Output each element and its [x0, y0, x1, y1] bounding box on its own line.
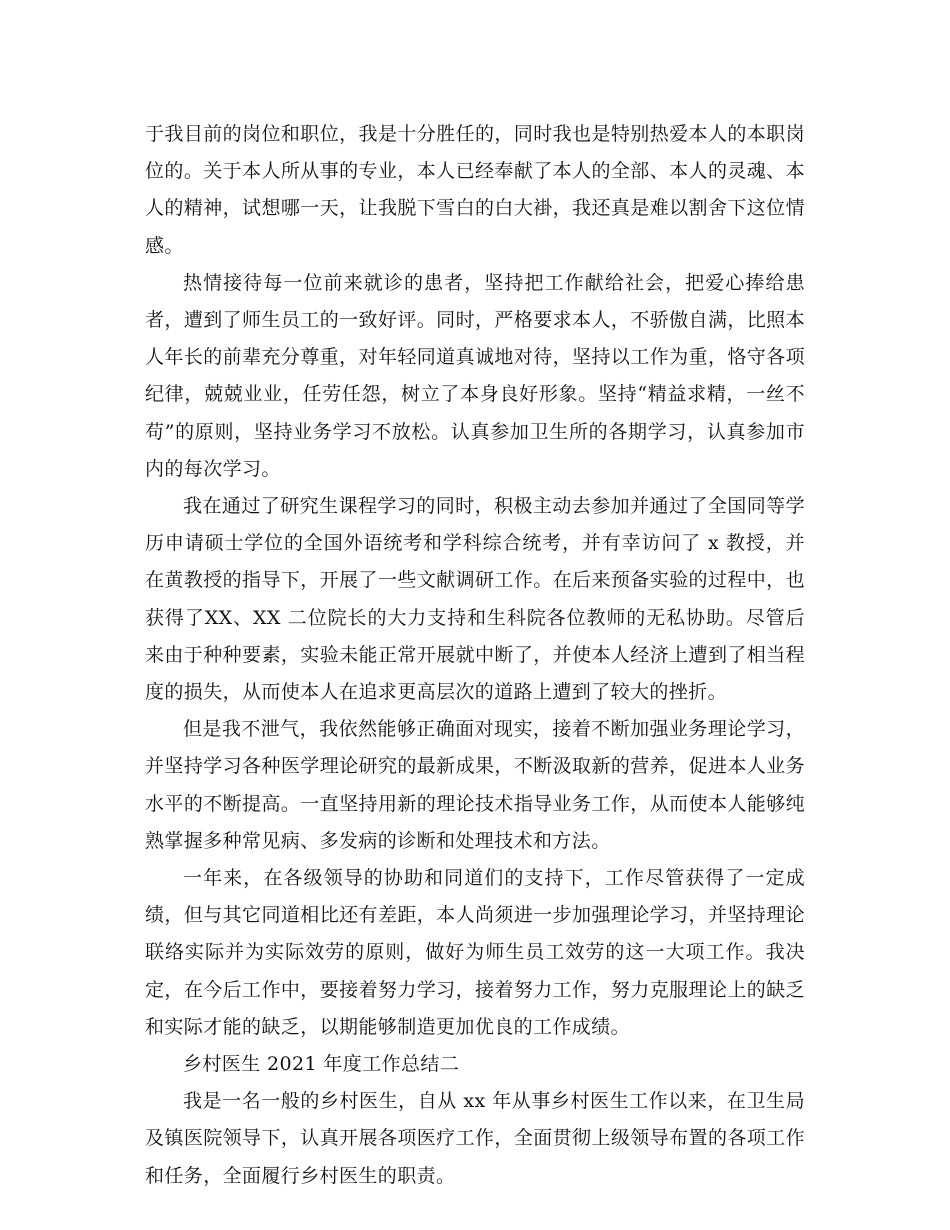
section-heading: 乡村医生 2021 年度工作总结二	[183, 1053, 460, 1076]
document-body	[145, 116, 805, 1195]
paragraph-3: 我在通过了研究生课程学习的同时，积极主动去参加并通过了全国同等学历申请硕士学位的全国外语统考和学科综合统考，并有幸访问了 x 教授，并在黄教授的指导下，开展了一些文献调研工作。在后来预备实验的过程中，也获得了XX、XX 二位院长的大力支持和生科院各位教师的无私协助。尽管后来由于种种要素，实验未能正常开展就中断了，并使本人经济上遭到了相当程度的损失，从而使本人在追求更高层次的道路上遭到了较大的挫折。	[145, 495, 805, 704]
paragraph-4: 但是我不泄气，我依然能够正确面对现实，接着不断加强业务理论学习，并坚持学习各种医学理论研究的最新成果，不断汲取新的营养，促进本人业务水平的不断提高。一直坚持用新的理论技术指导业务工作，从而使本人能够纯熟掌握多种常见病、多发病的诊断和处理技术和方法。	[145, 718, 805, 852]
paragraph-2: 热情接待每一位前来就诊的患者，坚持把工作献给社会，把爱心捧给患者，遭到了师生员工的一致好评。同时，严格要求本人，不骄傲自满，比照本人年长的前辈充分尊重，对年轻同道真诚地对待，坚持以工作为重，恪守各项纪律，兢兢业业，任劳任怨，树立了本身良好形象。坚持“精益求精，一丝不苟”的原则，坚持业务学习不放松。认真参加卫生所的各期学习，认真参加市内的每次学习。	[145, 271, 805, 480]
paragraph-1: 于我目前的岗位和职位，我是十分胜任的，同时我也是特别热爱本人的本职岗位的。关于本人所从事的专业，本人已经奉献了本人的全部、本人的灵魂、本人的精神，试想哪一天，让我脱下雪白的白大褂，我还真是难以割舍下这位情感。	[145, 123, 805, 257]
paragraph-6: 我是一名一般的乡村医生，自从 xx 年从事乡村医生工作以来，在卫生局及镇医院领导下，认真开展各项医疗工作，全面贯彻上级领导布置的各项工作和任务，全面履行乡村医生的职责。	[145, 1090, 805, 1187]
paragraph-5: 一年来，在各级领导的协助和同道们的支持下，工作尽管获得了一定成绩，但与其它同道相比还有差距，本人尚须进一步加强理论学习，并坚持理论联络实际并为实际效劳的原则，做好为师生员工效劳的这一大项工作。我决定，在今后工作中，要接着努力学习，接着努力工作，努力克服理论上的缺乏和实际才能的缺乏，以期能够制造更加优良的工作成绩。	[145, 867, 805, 1038]
